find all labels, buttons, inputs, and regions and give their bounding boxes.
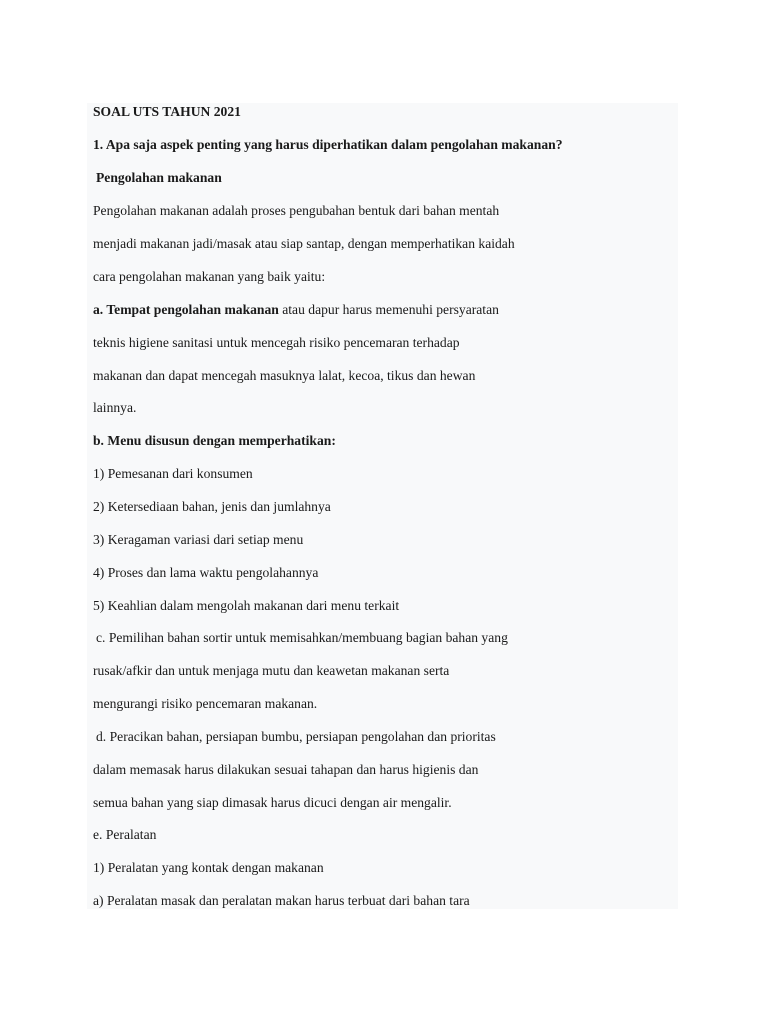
- point-d-line: semua bahan yang siap dimasak harus dicuci dengan air mengalir.: [93, 795, 452, 810]
- point-c-line: rusak/afkir dan untuk menjaga mutu dan keawetan makanan serta: [93, 663, 450, 678]
- point-b-item: 4) Proses dan lama waktu pengolahannya: [93, 565, 319, 580]
- point-a-label: a. Tempat pengolahan makanan: [93, 302, 279, 317]
- intro-line: cara pengolahan makanan yang baik yaitu:: [93, 269, 326, 284]
- question-1: 1. Apa saja aspek penting yang harus diperhatikan dalam pengolahan makanan?: [93, 137, 563, 152]
- point-a-line: lainnya.: [93, 400, 137, 415]
- point-e-sub-item: a) Peralatan masak dan peralatan makan harus terbuat dari bahan tara: [93, 893, 470, 908]
- point-c-line: c. Pemilihan bahan sortir untuk memisahkan/membuang bagian bahan yang: [96, 630, 508, 645]
- document-title: SOAL UTS TAHUN 2021: [93, 104, 241, 119]
- point-b-heading: b. Menu disusun dengan memperhatikan:: [93, 433, 336, 448]
- point-b-item: 3) Keragaman variasi dari setiap menu: [93, 532, 304, 547]
- point-a-text: atau dapur harus memenuhi persyaratan: [278, 302, 499, 317]
- point-b-item: 1) Pemesanan dari konsumen: [93, 466, 253, 481]
- point-e-heading: e. Peralatan: [93, 827, 157, 842]
- point-d-line: dalam memasak harus dilakukan sesuai tahapan dan harus higienis dan: [93, 762, 479, 777]
- point-d-line: d. Peracikan bahan, persiapan bumbu, persiapan pengolahan dan prioritas: [96, 729, 496, 744]
- intro-line: menjadi makanan jadi/masak atau siap santap, dengan memperhatikan kaidah: [93, 236, 515, 251]
- point-c-line: mengurangi risiko pencemaran makanan.: [93, 696, 318, 711]
- intro-line: Pengolahan makanan adalah proses pengubahan bentuk dari bahan mentah: [93, 203, 500, 218]
- point-a-line: teknis higiene sanitasi untuk mencegah risiko pencemaran terhadap: [93, 335, 460, 350]
- point-b-item: 2) Ketersediaan bahan, jenis dan jumlahnya: [93, 499, 331, 514]
- point-a-line: makanan dan dapat mencegah masuknya lalat, kecoa, tikus dan hewan: [93, 368, 476, 383]
- point-a-line: [93, 302, 499, 318]
- point-e-sub-item: 1) Peralatan yang kontak dengan makanan: [93, 860, 324, 875]
- section-heading: Pengolahan makanan: [96, 170, 222, 185]
- point-b-item: 5) Keahlian dalam mengolah makanan dari menu terkait: [93, 598, 400, 613]
